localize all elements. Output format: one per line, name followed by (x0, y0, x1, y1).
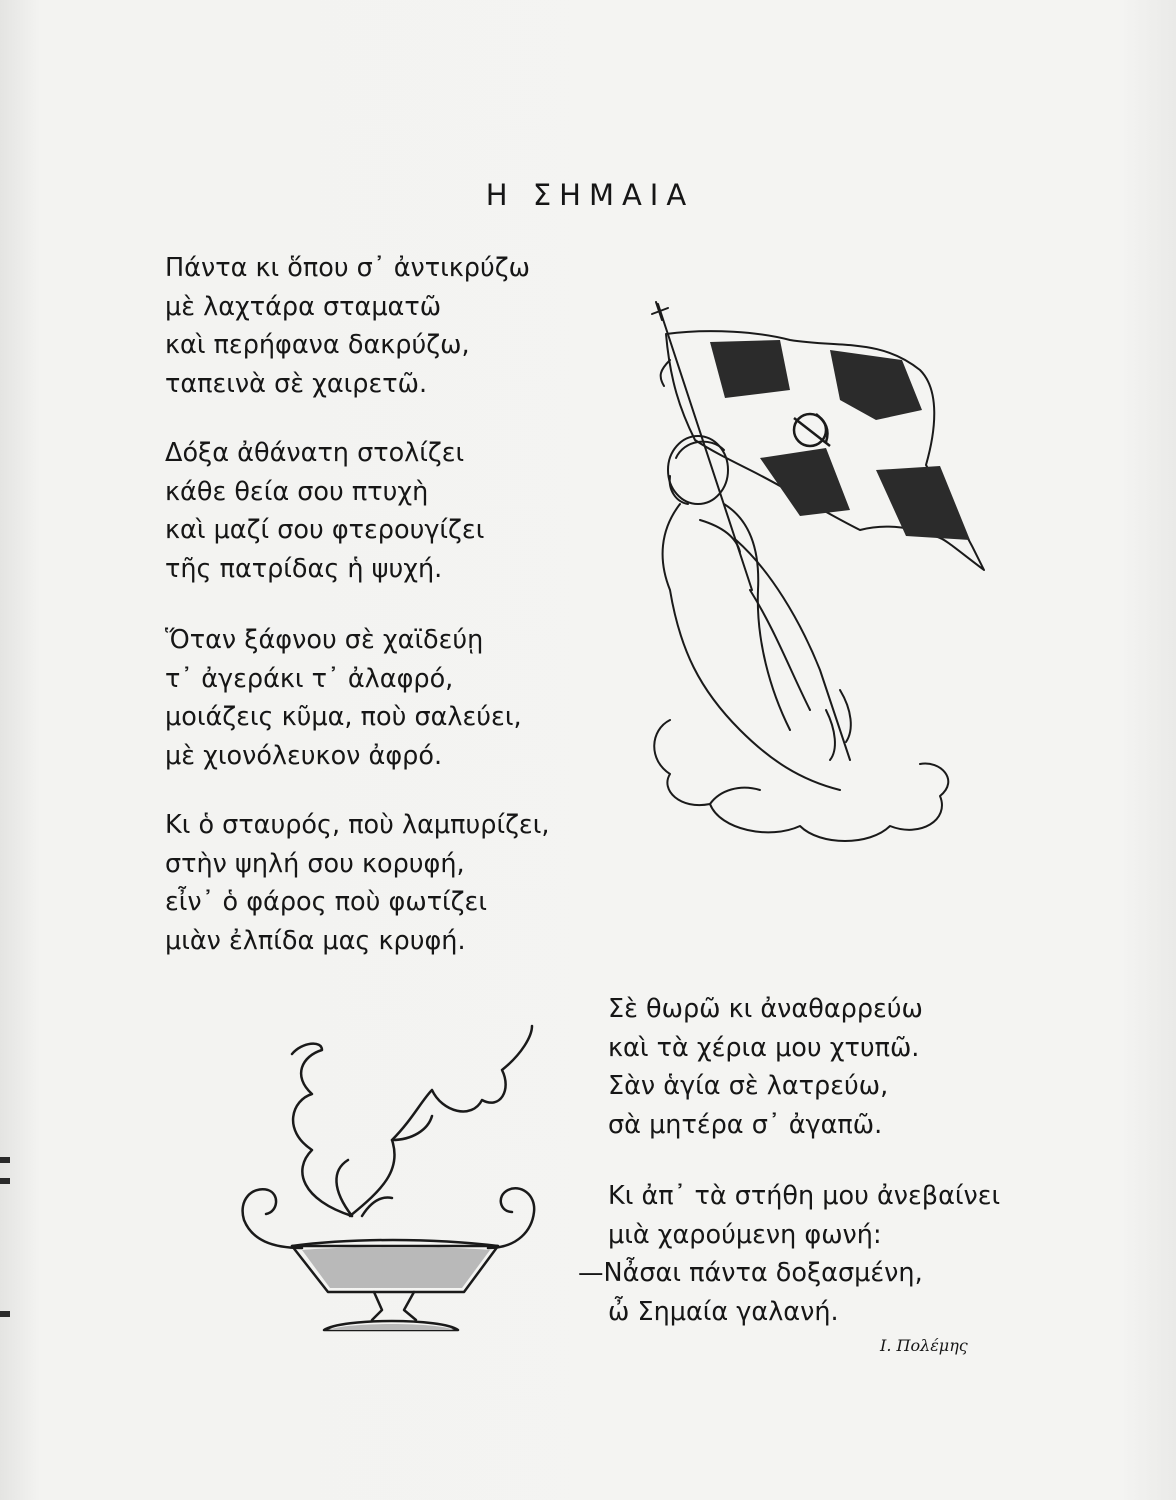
binding-mark (0, 1311, 10, 1317)
verse-line: Κι ὁ σταυρός, ποὺ λαμπυρίζει, (165, 810, 550, 840)
verse-line: καὶ μαζί σου φτερουγίζει (165, 515, 485, 545)
verse-line: στὴν ψηλή σου κορυφή, (165, 848, 465, 879)
author-signature: Ι. Πολέμης (880, 1336, 968, 1355)
verse-line: Κι ἀπ᾽ τὰ στήθη μου ἀνεβαίνει (608, 1181, 1001, 1211)
verse-line: μιὰν ἐλπίδα μας κρυφή. (165, 925, 466, 956)
verse-line: Σὰν ἁγία σὲ λατρεύω, (608, 1071, 889, 1101)
stanza-5 (608, 990, 923, 1144)
verse-line: Πάντα κι ὅπου σ᾽ ἀντικρύζω (165, 253, 530, 283)
verse-line: καὶ περήφανα δακρύζω, (165, 330, 470, 360)
verse-line: ταπεινὰ σὲ χαιρετῶ. (165, 368, 428, 399)
verse-line: —Νἆσαι πάντα δοξασμένη, (578, 1258, 923, 1288)
verse-line: τῆς πατρίδας ἡ ψυχή. (165, 553, 443, 584)
verse-line: Ὅταν ξάφνου σὲ χαϊδεύῃ (165, 625, 484, 655)
binding-mark (0, 1178, 10, 1184)
verse-line: Σὲ θωρῶ κι ἀναθαρρεύω (608, 994, 923, 1024)
verse-line: κάθε θεία σου πτυχὴ (165, 476, 429, 507)
oil-lamp-with-smoke-illustration (232, 1020, 552, 1340)
verse-line: τ᾽ ἀγεράκι τ᾽ ἀλαφρό, (165, 663, 454, 694)
verse-line: σὰ μητέρα σ᾽ ἀγαπῶ. (608, 1109, 883, 1140)
stanza-4 (165, 806, 549, 960)
stanza-3 (165, 621, 522, 775)
verse-line: μοιάζεις κῦμα, ποὺ σαλεύει, (165, 702, 522, 732)
verse-line: εἶν᾽ ὁ φάρος ποὺ φωτίζει (165, 887, 487, 917)
binding-mark (0, 1157, 10, 1163)
verse-line: Δόξα ἀθάνατη στολίζει (165, 438, 465, 468)
stanza-1 (165, 249, 530, 403)
verse-line: ὦ Σημαία γαλανή. (608, 1296, 839, 1327)
verse-line: μὲ λαχτάρα σταματῶ (165, 291, 442, 322)
stanza-6 (578, 1177, 1000, 1331)
angel-with-flag-illustration (640, 290, 990, 890)
poem-title: Η ΣΗΜΑΙΑ (485, 178, 695, 212)
verse-line: μὲ χιονόλευκον ἀφρό. (165, 740, 443, 771)
verse-line: μιὰ χαρούμενη φωνή: (608, 1219, 882, 1250)
stanza-2 (165, 434, 484, 588)
verse-line: καὶ τὰ χέρια μου χτυπῶ. (608, 1032, 920, 1063)
